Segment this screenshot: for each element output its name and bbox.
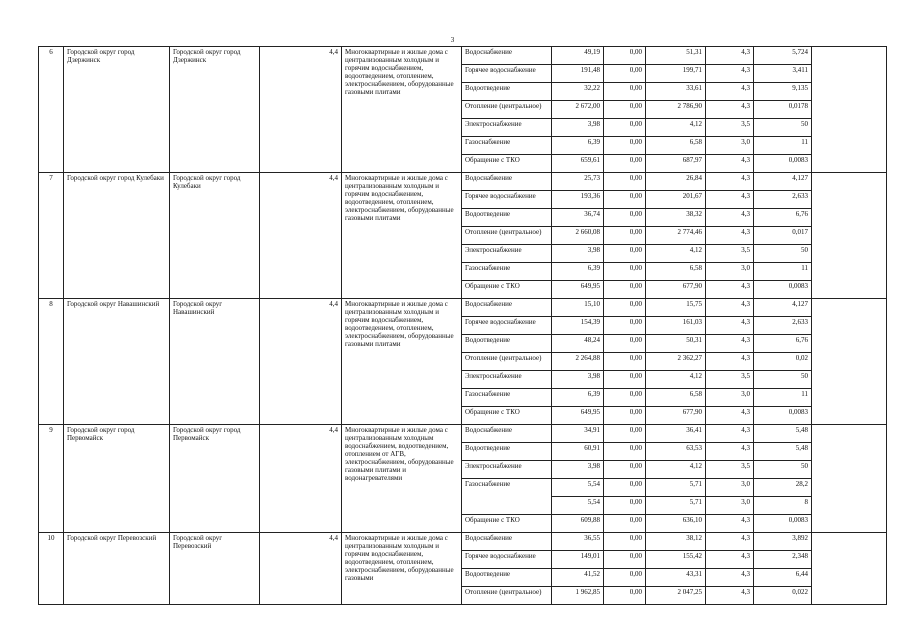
empty-cell — [812, 47, 887, 173]
tariff-index: 4,3 — [706, 443, 754, 461]
table-row — [39, 47, 887, 65]
service-name: Электроснабжение — [462, 119, 552, 137]
tariff-new: 201,67 — [646, 191, 706, 209]
tariff-new: 161,03 — [646, 317, 706, 335]
tariff-index: 4,3 — [706, 299, 754, 317]
service-name: Отопление (центральное) — [462, 227, 552, 245]
tariff-new: 38,12 — [646, 533, 706, 551]
tariff-base: 15,10 — [552, 299, 604, 317]
service-name: Водоснабжение — [462, 299, 552, 317]
tariff-base: 60,91 — [552, 443, 604, 461]
municipality-name: Городской округ город Первомайск — [170, 425, 260, 533]
district-name: Городской округ город Первомайск — [64, 425, 170, 533]
municipality-name: Городской округ город Кулебаки — [170, 173, 260, 299]
housing-type: Многоквартирные и жилые дома с централизованным холодным и горячим водоснабжением, водоотведением, отоплением, электроснабжением, оборудованные газовыми — [342, 533, 462, 605]
service-name: Обращение с ТКО — [462, 281, 552, 299]
tariff-new: 2 047,25 — [646, 587, 706, 605]
tariff-index: 4,3 — [706, 515, 754, 533]
tariff-index: 3,5 — [706, 371, 754, 389]
consumption-norm: 0,022 — [754, 587, 812, 605]
row-number: 7 — [39, 173, 64, 299]
consumption-norm: 6,44 — [754, 569, 812, 587]
consumption-norm: 0,0083 — [754, 281, 812, 299]
tariff-delta: 0,00 — [604, 155, 646, 173]
tariff-base: 193,36 — [552, 191, 604, 209]
tariff-base: 2 264,88 — [552, 353, 604, 371]
tariff-base: 49,19 — [552, 47, 604, 65]
tariff-base: 3,98 — [552, 119, 604, 137]
tariff-new: 687,97 — [646, 155, 706, 173]
service-name: Газоснабжение — [462, 263, 552, 281]
consumption-norm: 11 — [754, 389, 812, 407]
service-name: Водоотведение — [462, 569, 552, 587]
tariff-new: 2 786,90 — [646, 101, 706, 119]
tariff-base: 6,39 — [552, 137, 604, 155]
tariff-index: 4,3 — [706, 335, 754, 353]
tariff-base: 649,95 — [552, 281, 604, 299]
tariff-index: 4,3 — [706, 407, 754, 425]
tariff-base: 3,98 — [552, 245, 604, 263]
tariff-index: 4,3 — [706, 317, 754, 335]
tariff-base: 25,73 — [552, 173, 604, 191]
district-name: Городской округ город Дзержинск — [64, 47, 170, 173]
tariff-index: 3,0 — [706, 389, 754, 407]
service-name: Водоснабжение — [462, 425, 552, 443]
tariff-new: 43,31 — [646, 569, 706, 587]
tariff-index: 4,3 — [706, 425, 754, 443]
growth-index: 4,4 — [260, 173, 342, 299]
tariff-delta: 0,00 — [604, 425, 646, 443]
tariff-base: 36,74 — [552, 209, 604, 227]
tariff-delta: 0,00 — [604, 533, 646, 551]
tariff-index: 3,5 — [706, 245, 754, 263]
consumption-norm: 0,017 — [754, 227, 812, 245]
tariff-delta: 0,00 — [604, 551, 646, 569]
row-number: 8 — [39, 299, 64, 425]
service-name: Электроснабжение — [462, 245, 552, 263]
housing-type: Многоквартирные и жилые дома с централизованным холодным и горячим водоснабжением, водоотведением, отоплением, электроснабжением, оборудованные газовыми плитами — [342, 47, 462, 173]
tariff-new: 4,12 — [646, 461, 706, 479]
service-name: Электроснабжение — [462, 371, 552, 389]
growth-index: 4,4 — [260, 425, 342, 533]
service-name: Горячее водоснабжение — [462, 551, 552, 569]
tariff-delta: 0,00 — [604, 119, 646, 137]
row-number: 10 — [39, 533, 64, 605]
tariff-new: 50,31 — [646, 335, 706, 353]
consumption-norm: 28,2 — [754, 479, 812, 497]
tariff-delta: 0,00 — [604, 47, 646, 65]
tariff-index: 4,3 — [706, 281, 754, 299]
consumption-norm: 8 — [754, 497, 812, 515]
district-name: Городской округ Перевозский — [64, 533, 170, 605]
service-name: Горячее водоснабжение — [462, 65, 552, 83]
tariff-base: 1 962,85 — [552, 587, 604, 605]
tariff-base: 154,39 — [552, 317, 604, 335]
empty-cell — [812, 425, 887, 533]
tariff-delta: 0,00 — [604, 209, 646, 227]
row-number: 6 — [39, 47, 64, 173]
consumption-norm: 2,348 — [754, 551, 812, 569]
page-number: 3 — [450, 36, 455, 44]
tariff-index: 4,3 — [706, 353, 754, 371]
tariff-delta: 0,00 — [604, 263, 646, 281]
tariff-delta: 0,00 — [604, 191, 646, 209]
tariff-index: 4,3 — [706, 533, 754, 551]
tariff-index: 4,3 — [706, 47, 754, 65]
service-name: Газоснабжение — [462, 389, 552, 407]
service-name: Водоотведение — [462, 335, 552, 353]
tariff-delta: 0,00 — [604, 335, 646, 353]
tariff-delta: 0,00 — [604, 281, 646, 299]
service-name: Водоснабжение — [462, 47, 552, 65]
tariff-delta: 0,00 — [604, 515, 646, 533]
tariff-index: 4,3 — [706, 569, 754, 587]
tariff-new: 51,31 — [646, 47, 706, 65]
tariff-base: 2 672,00 — [552, 101, 604, 119]
tariff-index: 4,3 — [706, 83, 754, 101]
tariff-index: 4,3 — [706, 227, 754, 245]
tariff-delta: 0,00 — [604, 497, 646, 515]
tariff-base: 609,88 — [552, 515, 604, 533]
service-name: Обращение с ТКО — [462, 515, 552, 533]
table-row — [39, 173, 887, 191]
tariff-base: 149,01 — [552, 551, 604, 569]
tariff-index: 4,3 — [706, 65, 754, 83]
empty-cell — [812, 533, 887, 605]
tariff-index: 4,3 — [706, 155, 754, 173]
tariff-index: 4,3 — [706, 551, 754, 569]
growth-index: 4,4 — [260, 47, 342, 173]
tariff-delta: 0,00 — [604, 389, 646, 407]
consumption-norm: 5,48 — [754, 443, 812, 461]
service-name: Обращение с ТКО — [462, 155, 552, 173]
tariff-index: 4,3 — [706, 173, 754, 191]
consumption-norm: 4,127 — [754, 299, 812, 317]
consumption-norm: 0,02 — [754, 353, 812, 371]
consumption-norm: 0,0178 — [754, 101, 812, 119]
tariff-index: 3,5 — [706, 461, 754, 479]
consumption-norm: 0,0083 — [754, 155, 812, 173]
consumption-norm: 50 — [754, 461, 812, 479]
consumption-norm: 3,411 — [754, 65, 812, 83]
tariff-base: 5,54 — [552, 479, 604, 497]
tariff-delta: 0,00 — [604, 245, 646, 263]
consumption-norm: 3,892 — [754, 533, 812, 551]
tariff-new: 6,58 — [646, 389, 706, 407]
tariff-base: 649,95 — [552, 407, 604, 425]
service-name: Горячее водоснабжение — [462, 191, 552, 209]
tariff-index: 4,3 — [706, 191, 754, 209]
consumption-norm: 50 — [754, 245, 812, 263]
tariff-new: 4,12 — [646, 119, 706, 137]
service-name: Отопление (центральное) — [462, 587, 552, 605]
municipality-name: Городской округ город Дзержинск — [170, 47, 260, 173]
tariff-new: 2 774,46 — [646, 227, 706, 245]
municipality-name: Городской округ Перевозский — [170, 533, 260, 605]
service-name: Водоотведение — [462, 209, 552, 227]
service-name: Отопление (центральное) — [462, 101, 552, 119]
service-name: Водоотведение — [462, 83, 552, 101]
consumption-norm: 50 — [754, 371, 812, 389]
consumption-norm: 11 — [754, 263, 812, 281]
tariff-delta: 0,00 — [604, 443, 646, 461]
service-name: Газоснабжение — [462, 137, 552, 155]
consumption-norm: 9,135 — [754, 83, 812, 101]
tariff-delta: 0,00 — [604, 479, 646, 497]
tariff-new: 677,90 — [646, 281, 706, 299]
table-row — [39, 425, 887, 443]
empty-cell — [812, 173, 887, 299]
service-name: Водоотведение — [462, 443, 552, 461]
consumption-norm: 0,0083 — [754, 407, 812, 425]
tariff-index: 4,3 — [706, 587, 754, 605]
tariff-base: 2 660,08 — [552, 227, 604, 245]
tariff-index: 4,3 — [706, 101, 754, 119]
tariff-delta: 0,00 — [604, 137, 646, 155]
tariff-delta: 0,00 — [604, 461, 646, 479]
tariff-new: 33,61 — [646, 83, 706, 101]
tariff-base: 3,98 — [552, 371, 604, 389]
row-number: 9 — [39, 425, 64, 533]
housing-type: Многоквартирные и жилые дома с централизованным холодным и горячим водоснабжением, водоотведением, отоплением, электроснабжением, оборудованные газовыми плитами — [342, 299, 462, 425]
tariff-delta: 0,00 — [604, 65, 646, 83]
tariff-new: 5,71 — [646, 497, 706, 515]
tariff-base: 36,55 — [552, 533, 604, 551]
tariff-new: 2 362,27 — [646, 353, 706, 371]
tariff-base: 6,39 — [552, 389, 604, 407]
service-name: Обращение с ТКО — [462, 407, 552, 425]
tariff-delta: 0,00 — [604, 407, 646, 425]
consumption-norm: 0,0083 — [754, 515, 812, 533]
service-name: Водоснабжение — [462, 533, 552, 551]
tariff-new: 4,12 — [646, 371, 706, 389]
tariff-delta: 0,00 — [604, 101, 646, 119]
consumption-norm: 2,633 — [754, 317, 812, 335]
tariff-base: 6,39 — [552, 263, 604, 281]
housing-type: Многоквартирные и жилые дома с централизованным холодным и горячим водоснабжением, водоотведением, отоплением, электроснабжением, оборудованные газовыми плитами — [342, 173, 462, 299]
tariff-new: 26,84 — [646, 173, 706, 191]
district-name: Городской округ Навашинский — [64, 299, 170, 425]
tariff-delta: 0,00 — [604, 587, 646, 605]
tariff-base: 32,22 — [552, 83, 604, 101]
housing-type: Многоквартирные и жилые дома с централизованным холодным водоснабжением, водоотведением, отоплением от АГВ, электроснабжением, оборудованные газовыми плитами и водонагревателями — [342, 425, 462, 533]
tariff-new: 15,75 — [646, 299, 706, 317]
tariff-delta: 0,00 — [604, 227, 646, 245]
growth-index: 4,4 — [260, 299, 342, 425]
tariff-table — [38, 46, 887, 605]
tariff-index: 3,0 — [706, 479, 754, 497]
consumption-norm: 5,48 — [754, 425, 812, 443]
tariff-delta: 0,00 — [604, 371, 646, 389]
tariff-base: 659,61 — [552, 155, 604, 173]
tariff-index: 3,0 — [706, 137, 754, 155]
tariff-new: 199,71 — [646, 65, 706, 83]
service-name: Отопление (центральное) — [462, 353, 552, 371]
empty-cell — [812, 299, 887, 425]
tariff-index: 3,5 — [706, 119, 754, 137]
tariff-new: 155,42 — [646, 551, 706, 569]
tariff-new: 5,71 — [646, 479, 706, 497]
tariff-base: 191,48 — [552, 65, 604, 83]
tariff-delta: 0,00 — [604, 353, 646, 371]
growth-index: 4,4 — [260, 533, 342, 605]
tariff-index: 4,3 — [706, 209, 754, 227]
district-name: Городской округ город Кулебаки — [64, 173, 170, 299]
tariff-base: 41,52 — [552, 569, 604, 587]
tariff-new: 4,12 — [646, 245, 706, 263]
tariff-new: 6,58 — [646, 263, 706, 281]
table-row — [39, 533, 887, 551]
tariff-new: 6,58 — [646, 137, 706, 155]
tariff-index: 3,0 — [706, 497, 754, 515]
consumption-norm: 2,633 — [754, 191, 812, 209]
consumption-norm: 6,76 — [754, 209, 812, 227]
municipality-name: Городской округ Навашинский — [170, 299, 260, 425]
tariff-new: 38,32 — [646, 209, 706, 227]
consumption-norm: 11 — [754, 137, 812, 155]
table-row — [39, 299, 887, 317]
service-name: Водоснабжение — [462, 173, 552, 191]
tariff-delta: 0,00 — [604, 317, 646, 335]
tariff-delta: 0,00 — [604, 569, 646, 587]
consumption-norm: 6,76 — [754, 335, 812, 353]
tariff-delta: 0,00 — [604, 83, 646, 101]
tariff-base: 3,98 — [552, 461, 604, 479]
tariff-delta: 0,00 — [604, 299, 646, 317]
tariff-new: 677,90 — [646, 407, 706, 425]
consumption-norm: 4,127 — [754, 173, 812, 191]
tariff-base: 5,54 — [552, 497, 604, 515]
tariff-new: 36,41 — [646, 425, 706, 443]
service-name: Горячее водоснабжение — [462, 317, 552, 335]
tariff-new: 636,10 — [646, 515, 706, 533]
service-name: Газоснабжение — [462, 479, 552, 515]
consumption-norm: 50 — [754, 119, 812, 137]
tariff-base: 48,24 — [552, 335, 604, 353]
tariff-base: 34,91 — [552, 425, 604, 443]
tariff-delta: 0,00 — [604, 173, 646, 191]
tariff-new: 63,53 — [646, 443, 706, 461]
tariff-index: 3,0 — [706, 263, 754, 281]
consumption-norm: 5,724 — [754, 47, 812, 65]
service-name: Электроснабжение — [462, 461, 552, 479]
